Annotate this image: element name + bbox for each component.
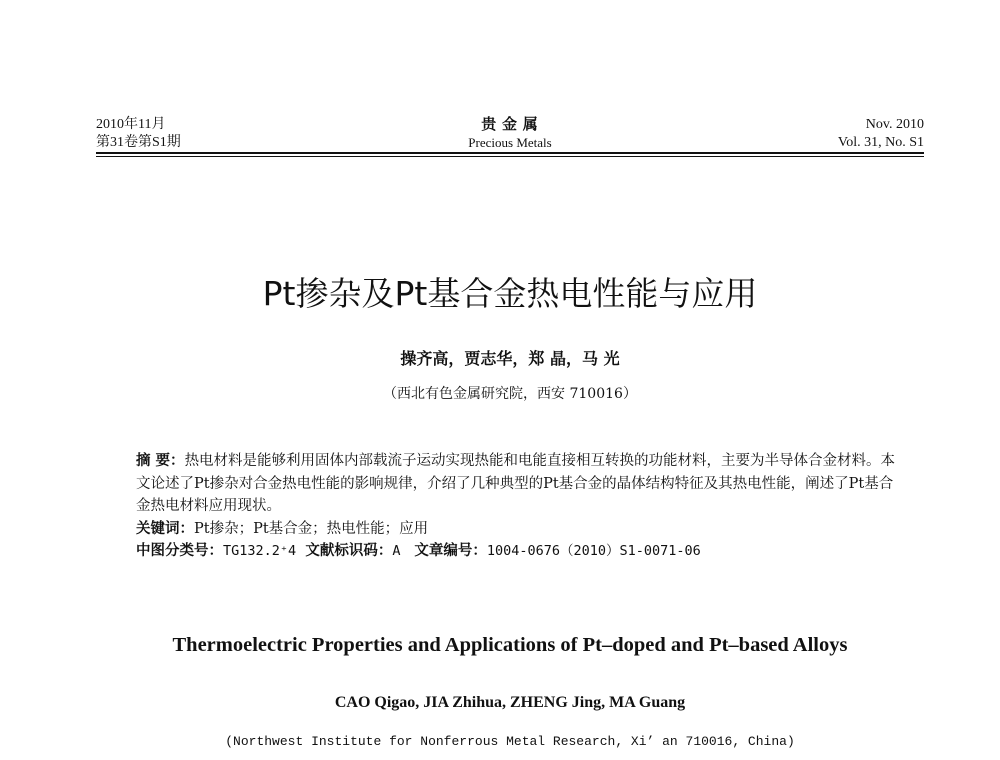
doc-code-label: 文献标识码： [305,543,393,559]
article-no-label: 文章编号： [414,543,487,559]
abstract-text: 热电材料是能够利用固体内部载流子运动实现热能和电能直接相互转换的功能材料，主要为半导体合金材料。本文论述了Pt掺杂对合金热电性能的影响规律，介绍了几种典型的Pt基合金的晶体结构特征及其热电性能，阐述了Pt基合金热电材料应用现状。 [136,453,896,514]
journal-name-cn: 贵 金 属 [481,117,539,133]
authors-cn: 操齐高，贾志华，郑 晶，马 光 [400,349,620,368]
clc-value: TG132.2⁺4 [223,543,297,559]
header-volume-issue-en: Vol. 31, No. S1 [837,135,924,150]
header-date-volume [96,116,296,152]
keywords-line [136,518,896,541]
article-title-en: Thermoelectric Properties and Applications of Pt–doped and Pt–based Alloys [172,634,848,656]
authors-en: CAO Qigao, JIA Zhihua, ZHENG Jing, MA Guang [334,694,686,711]
header-date-volume-en [724,116,924,152]
header-journal [410,116,610,152]
header-volume-issue: 第31卷第S1期 [96,135,181,150]
journal-name-en: Precious Metals [468,135,552,150]
affiliation-en: (Northwest Institute for Nonferrous Metal Research, Xi’ an 710016, China) [225,734,795,749]
header-rule-thin [96,156,924,157]
abstract-paragraph [136,450,896,518]
article-title-cn: Pt掺杂及Pt基合金热电性能与应用 [262,274,758,313]
abstract-block [136,450,896,563]
header-rule-thick [96,152,924,154]
keywords-text: Pt掺杂；Pt基合金；热电性能；应用 [194,520,429,537]
clc-label: 中图分类号： [136,543,223,559]
doc-code-value: A [392,543,401,559]
running-header [96,116,924,156]
classification-line [136,540,896,563]
header-date: 2010年11月 [96,117,166,132]
abstract-label: 摘 要： [136,453,185,469]
header-date-en: Nov. 2010 [865,117,924,132]
affiliation-cn: （西北有色金属研究院，西安 710016） [383,386,637,402]
keywords-label: 关键词： [136,520,194,537]
article-no-value: 1004-0676（2010）S1-0071-06 [486,543,701,559]
